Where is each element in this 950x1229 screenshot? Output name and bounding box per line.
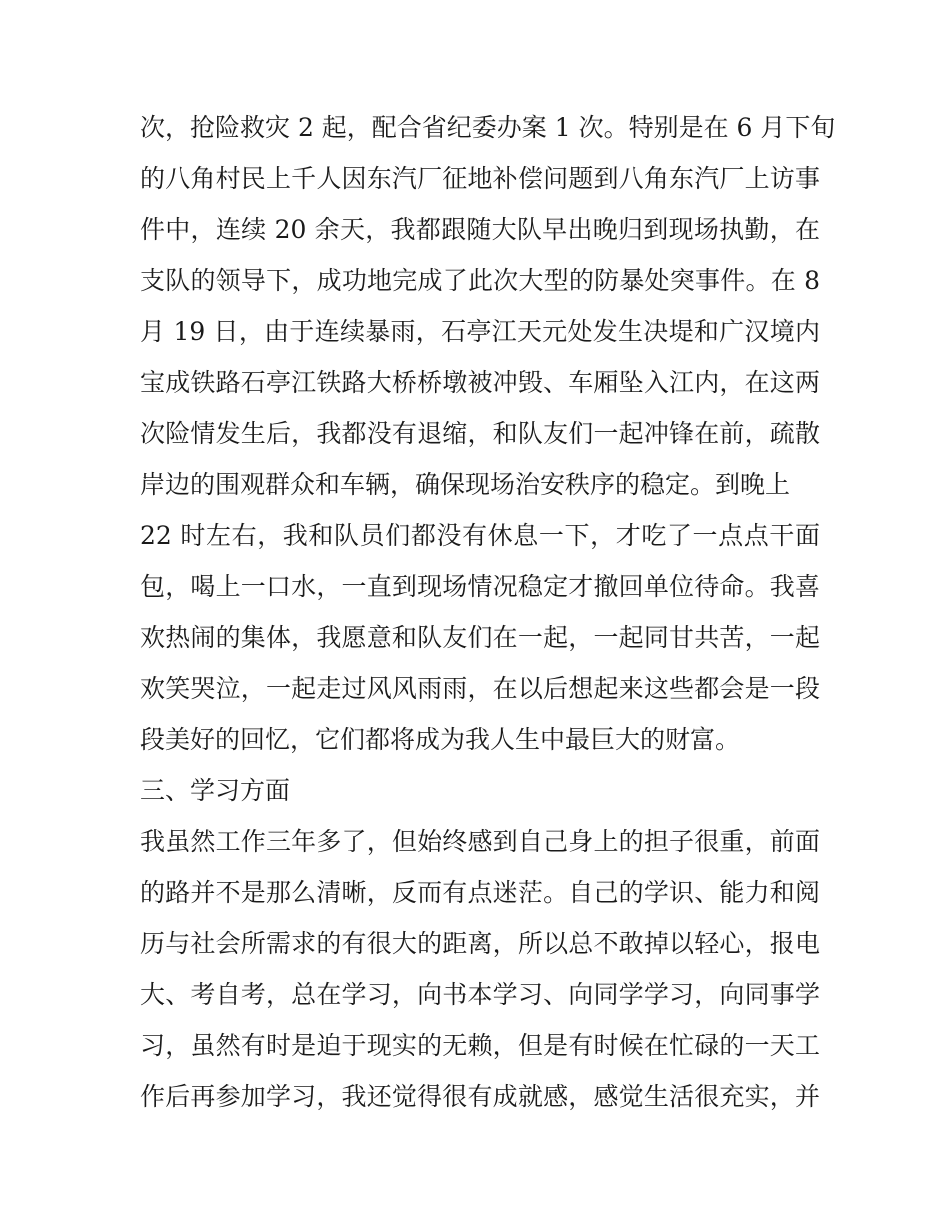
text-line: 岸边的围观群众和车辆，确保现场治安秩序的稳定。到晚上 (140, 470, 791, 499)
text-line: 我虽然工作三年多了，但始终感到自己身上的担子很重，前面 (140, 827, 820, 856)
section-heading: 三、学习方面 (140, 776, 291, 805)
document-page (140, 102, 836, 1122)
text-line: 月 19 日，由于连续暴雨，石亭江天元处发生决堤和广汉境内 (140, 317, 820, 346)
text-line: 的八角村民上千人因东汽厂征地补偿问题到八角东汽厂上访事 (140, 164, 820, 193)
text-line: 支队的领导下，成功地完成了此次大型的防暴处突事件。在 8 (140, 266, 820, 295)
text-line: 次，抢险救灾 2 起，配合省纪委办案 1 次。特别是在 6 月下旬 (140, 113, 836, 142)
text-line: 作后再参加学习，我还觉得很有成就感，感觉生活很充实，并 (140, 1082, 820, 1111)
text-line: 宝成铁路石亭江铁路大桥桥墩被冲毁、车厢坠入江内，在这两 (140, 368, 820, 397)
text-line: 22 时左右，我和队员们都没有休息一下，才吃了一点点干面 (140, 521, 820, 550)
text-line: 的路并不是那么清晰，反而有点迷茫。自己的学识、能力和阅 (140, 878, 820, 907)
text-line: 大、考自考，总在学习，向书本学习、向同学学习，向同事学 (140, 980, 820, 1009)
text-line: 件中，连续 20 余天，我都跟随大队早出晚归到现场执勤，在 (140, 215, 820, 244)
text-line: 历与社会所需求的有很大的距离，所以总不敢掉以轻心，报电 (140, 929, 820, 958)
paragraph-end-line: 段美好的回忆，它们都将成为我人生中最巨大的财富。 (140, 725, 741, 754)
text-line: 习，虽然有时是迫于现实的无赖，但是有时候在忙碌的一天工 (140, 1031, 820, 1060)
text-line: 欢热闹的集体，我愿意和队友们在一起，一起同甘共苦，一起 (140, 623, 820, 652)
text-line: 包，喝上一口水，一直到现场情况稳定才撤回单位待命。我喜 (140, 572, 820, 601)
text-line: 欢笑哭泣，一起走过风风雨雨，在以后想起来这些都会是一段 (140, 674, 820, 703)
text-line: 次险情发生后，我都没有退缩，和队友们一起冲锋在前，疏散 (140, 419, 820, 448)
